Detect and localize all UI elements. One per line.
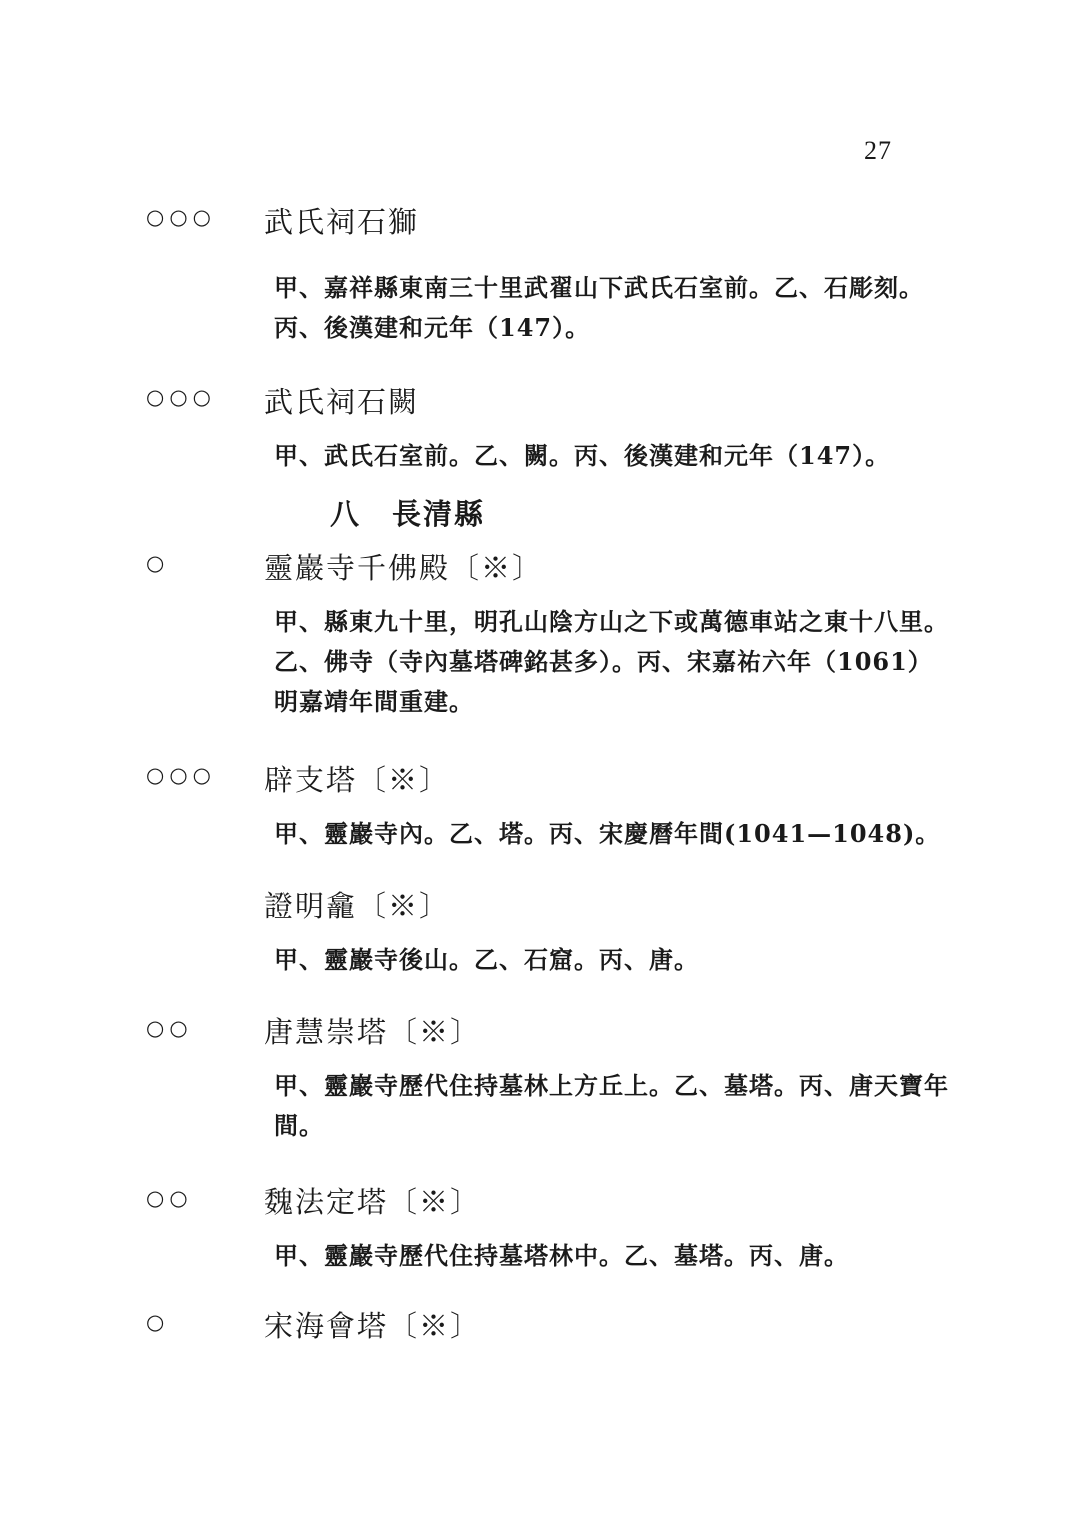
- entry-description: 甲、靈巖寺內。乙、塔。丙、宋慶曆年間(1041—1048)。: [274, 819, 941, 848]
- entry-description: 甲、靈巖寺歷代住持墓林上方丘上。乙、墓塔。丙、唐天寶年間。: [274, 1071, 949, 1140]
- entry-title: 證明龕〔※〕: [264, 889, 451, 923]
- page-number: 27: [864, 136, 892, 165]
- entry-title: 宋海會塔〔※〕: [264, 1309, 482, 1343]
- entry-description: 甲、靈巖寺後山。乙、石窟。丙、唐。: [274, 945, 699, 974]
- entry-title: 武氏祠石獅: [264, 205, 420, 239]
- entry-title: 唐慧崇塔〔※〕: [264, 1015, 482, 1049]
- entry-title: 靈巖寺千佛殿〔※〕: [264, 551, 544, 585]
- importance-rating: ○○○: [146, 385, 216, 409]
- importance-rating: ○: [146, 1310, 170, 1334]
- entry-title: 武氏祠石闕: [264, 385, 420, 419]
- entry-description: 甲、縣東九十里，明孔山陰方山之下或萬德車站之東十八里。乙、佛寺（寺內墓塔碑銘甚多）。丙、宋嘉祐六年（1061）明嘉靖年間重建。: [274, 607, 949, 716]
- entry-description: 甲、武氏石室前。乙、闕。丙、後漢建和元年（147）。: [274, 441, 891, 470]
- importance-rating: ○○: [146, 1016, 193, 1040]
- importance-rating: ○○: [146, 1186, 193, 1210]
- importance-rating: ○: [146, 551, 170, 575]
- importance-rating: ○○○: [146, 205, 216, 229]
- entry-title: 魏法定塔〔※〕: [264, 1185, 482, 1219]
- entry-description: 甲、嘉祥縣東南三十里武翟山下武氏石室前。乙、石彫刻。丙、後漢建和元年（147）。: [274, 273, 924, 342]
- importance-rating: ○○○: [146, 763, 216, 787]
- section-heading: 八 長清縣: [330, 497, 486, 531]
- entry-description: 甲、靈巖寺歷代住持墓塔林中。乙、墓塔。丙、唐。: [274, 1241, 849, 1270]
- entry-title: 辟支塔〔※〕: [264, 763, 451, 797]
